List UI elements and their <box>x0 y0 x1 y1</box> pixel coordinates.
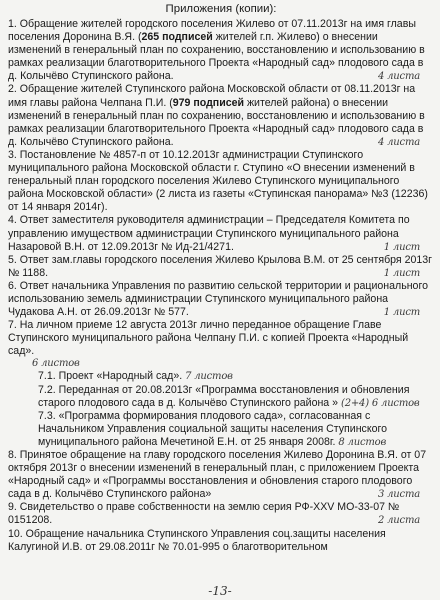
attachment-item <box>8 501 434 527</box>
signature-count: 979 подписей <box>172 96 245 109</box>
page-number: -13- <box>208 583 232 598</box>
attachment-item <box>8 370 434 383</box>
attachment-item <box>8 214 434 253</box>
attachment-item <box>8 280 434 319</box>
handwritten-sheet-count: 3 листа <box>378 489 420 501</box>
handwritten-sheet-count: 7 листов <box>185 371 233 383</box>
item-text: жителей г.п. Жилево) о внесении изменений в генеральный план по сохранению, восстановлению и использованию в рамках реализации благотворительного Проекта «Народный сад» плодового сада в д. Колычёво Ступинского района. <box>8 31 425 83</box>
handwritten-sheet-count: 6 листов <box>32 358 80 370</box>
handwritten-sheet-count: 1 лист <box>383 267 420 279</box>
item-text: 9. Свидетельство о праве собственности на землю серия РФ-XXV МО-33-07 № 0151208. <box>8 501 400 527</box>
attachment-item <box>8 384 434 410</box>
signature-count: 265 подписей <box>141 31 213 44</box>
attachment-item <box>8 528 434 554</box>
handwritten-sheet-count: 4 листа <box>378 136 420 148</box>
item-text: 3. Постановление № 4857-п от 10.12.2013г администрации Ступинского муниципального района Московской области г. Ступино «О внесении изменений в генеральный план городского поселения Жилево Ступинского муниципального района Московской области» (2 листа из газеты «Ступинская панорама» №3 (12236) от 14 января 2014г). <box>8 148 428 214</box>
item-text: 4. Ответ заместителя руководителя администрации – Председателя Комитета по управлению имуществом администрации Ступинского муниципального района Назаровой В.Н. от 12.09.2013г № Ид-21/4271. <box>8 214 410 253</box>
handwritten-sheet-count: 8 листов <box>338 436 387 448</box>
item-text: 10. Обращение начальника Ступинского Управления соц.защиты населения Калугиной И.В. от 29.08.2011г № 70.01-995 о благотворительном <box>8 527 386 553</box>
attachment-item <box>8 319 434 370</box>
item-text: 7.1. Проект «Народный сад». <box>38 370 183 383</box>
item-text: 7.3. «Программа формирования плодового сада», согласованная с Начальником Управления социальной защиты населения Ступинского муниципального района Мечетиной Е.Н. от 25 января 2008г. <box>38 409 388 448</box>
item-text: 5. Ответ зам.главы городского поселения Жилево Крылова В.М. от 25 сентября 2013г № 1188. <box>8 253 433 279</box>
item-text: 7. На личном приеме 12 августа 2013г лично переданное обращение Главе Ступинского муниципального района Челпану П.И. с копией Проекта «Народный сад». <box>8 319 409 358</box>
attachments-list <box>8 18 434 554</box>
handwritten-sheet-count: 1 лист <box>383 307 420 319</box>
handwritten-sheet-count: (2+4) 6 листов <box>341 397 420 409</box>
attachment-item <box>8 254 434 280</box>
item-text: 2. Обращение жителей Ступинского района Московской области от 08.11.2013г на имя главы района Челпана П.И. ( <box>8 83 416 109</box>
attachment-item <box>8 18 434 83</box>
item-text: жителей района) о внесении изменений в генеральный план по сохранению, восстановлению и использованию в рамках реализации благотворительного Проекта «Народный сад» плодового сада в д. Колычёво Ступинского района. <box>8 96 425 148</box>
attachment-item <box>8 449 434 501</box>
page-heading: Приложения (копии): <box>165 3 277 15</box>
item-text: 1. Обращение жителей городского поселения Жилево от 07.11.2013г на имя главы поселения Доронина В.Я. ( <box>8 18 416 44</box>
item-text: 8. Принятое обращение на главу городского поселения Жилево Доронина В.Я. от 07 октября 2013г о внесении изменений в генеральный план, с приложением Проекта «Народный сад» и «Программы восстановления и обновления старого плодового сада в д. Колычёво Ступинского района» <box>8 449 427 501</box>
attachment-item <box>8 149 434 214</box>
item-text: 6. Ответ начальника Управления по развитию сельской территории и рационального использованию земель администрации Ступинского муниципального района Чудакова А.Н. от 26.09.2013г № 577. <box>8 279 428 319</box>
attachment-item <box>8 83 434 148</box>
handwritten-sheet-count: 1 лист <box>383 241 420 253</box>
handwritten-sheet-count: 2 листа <box>378 515 420 527</box>
attachment-item <box>8 410 434 449</box>
item-text: 7.2. Переданная от 20.08.2013г «Программа восстановления и обновления старого плодового сада в д. Колычёво Ступинского района » <box>38 383 410 409</box>
handwritten-sheet-count: 4 листа <box>378 71 420 83</box>
